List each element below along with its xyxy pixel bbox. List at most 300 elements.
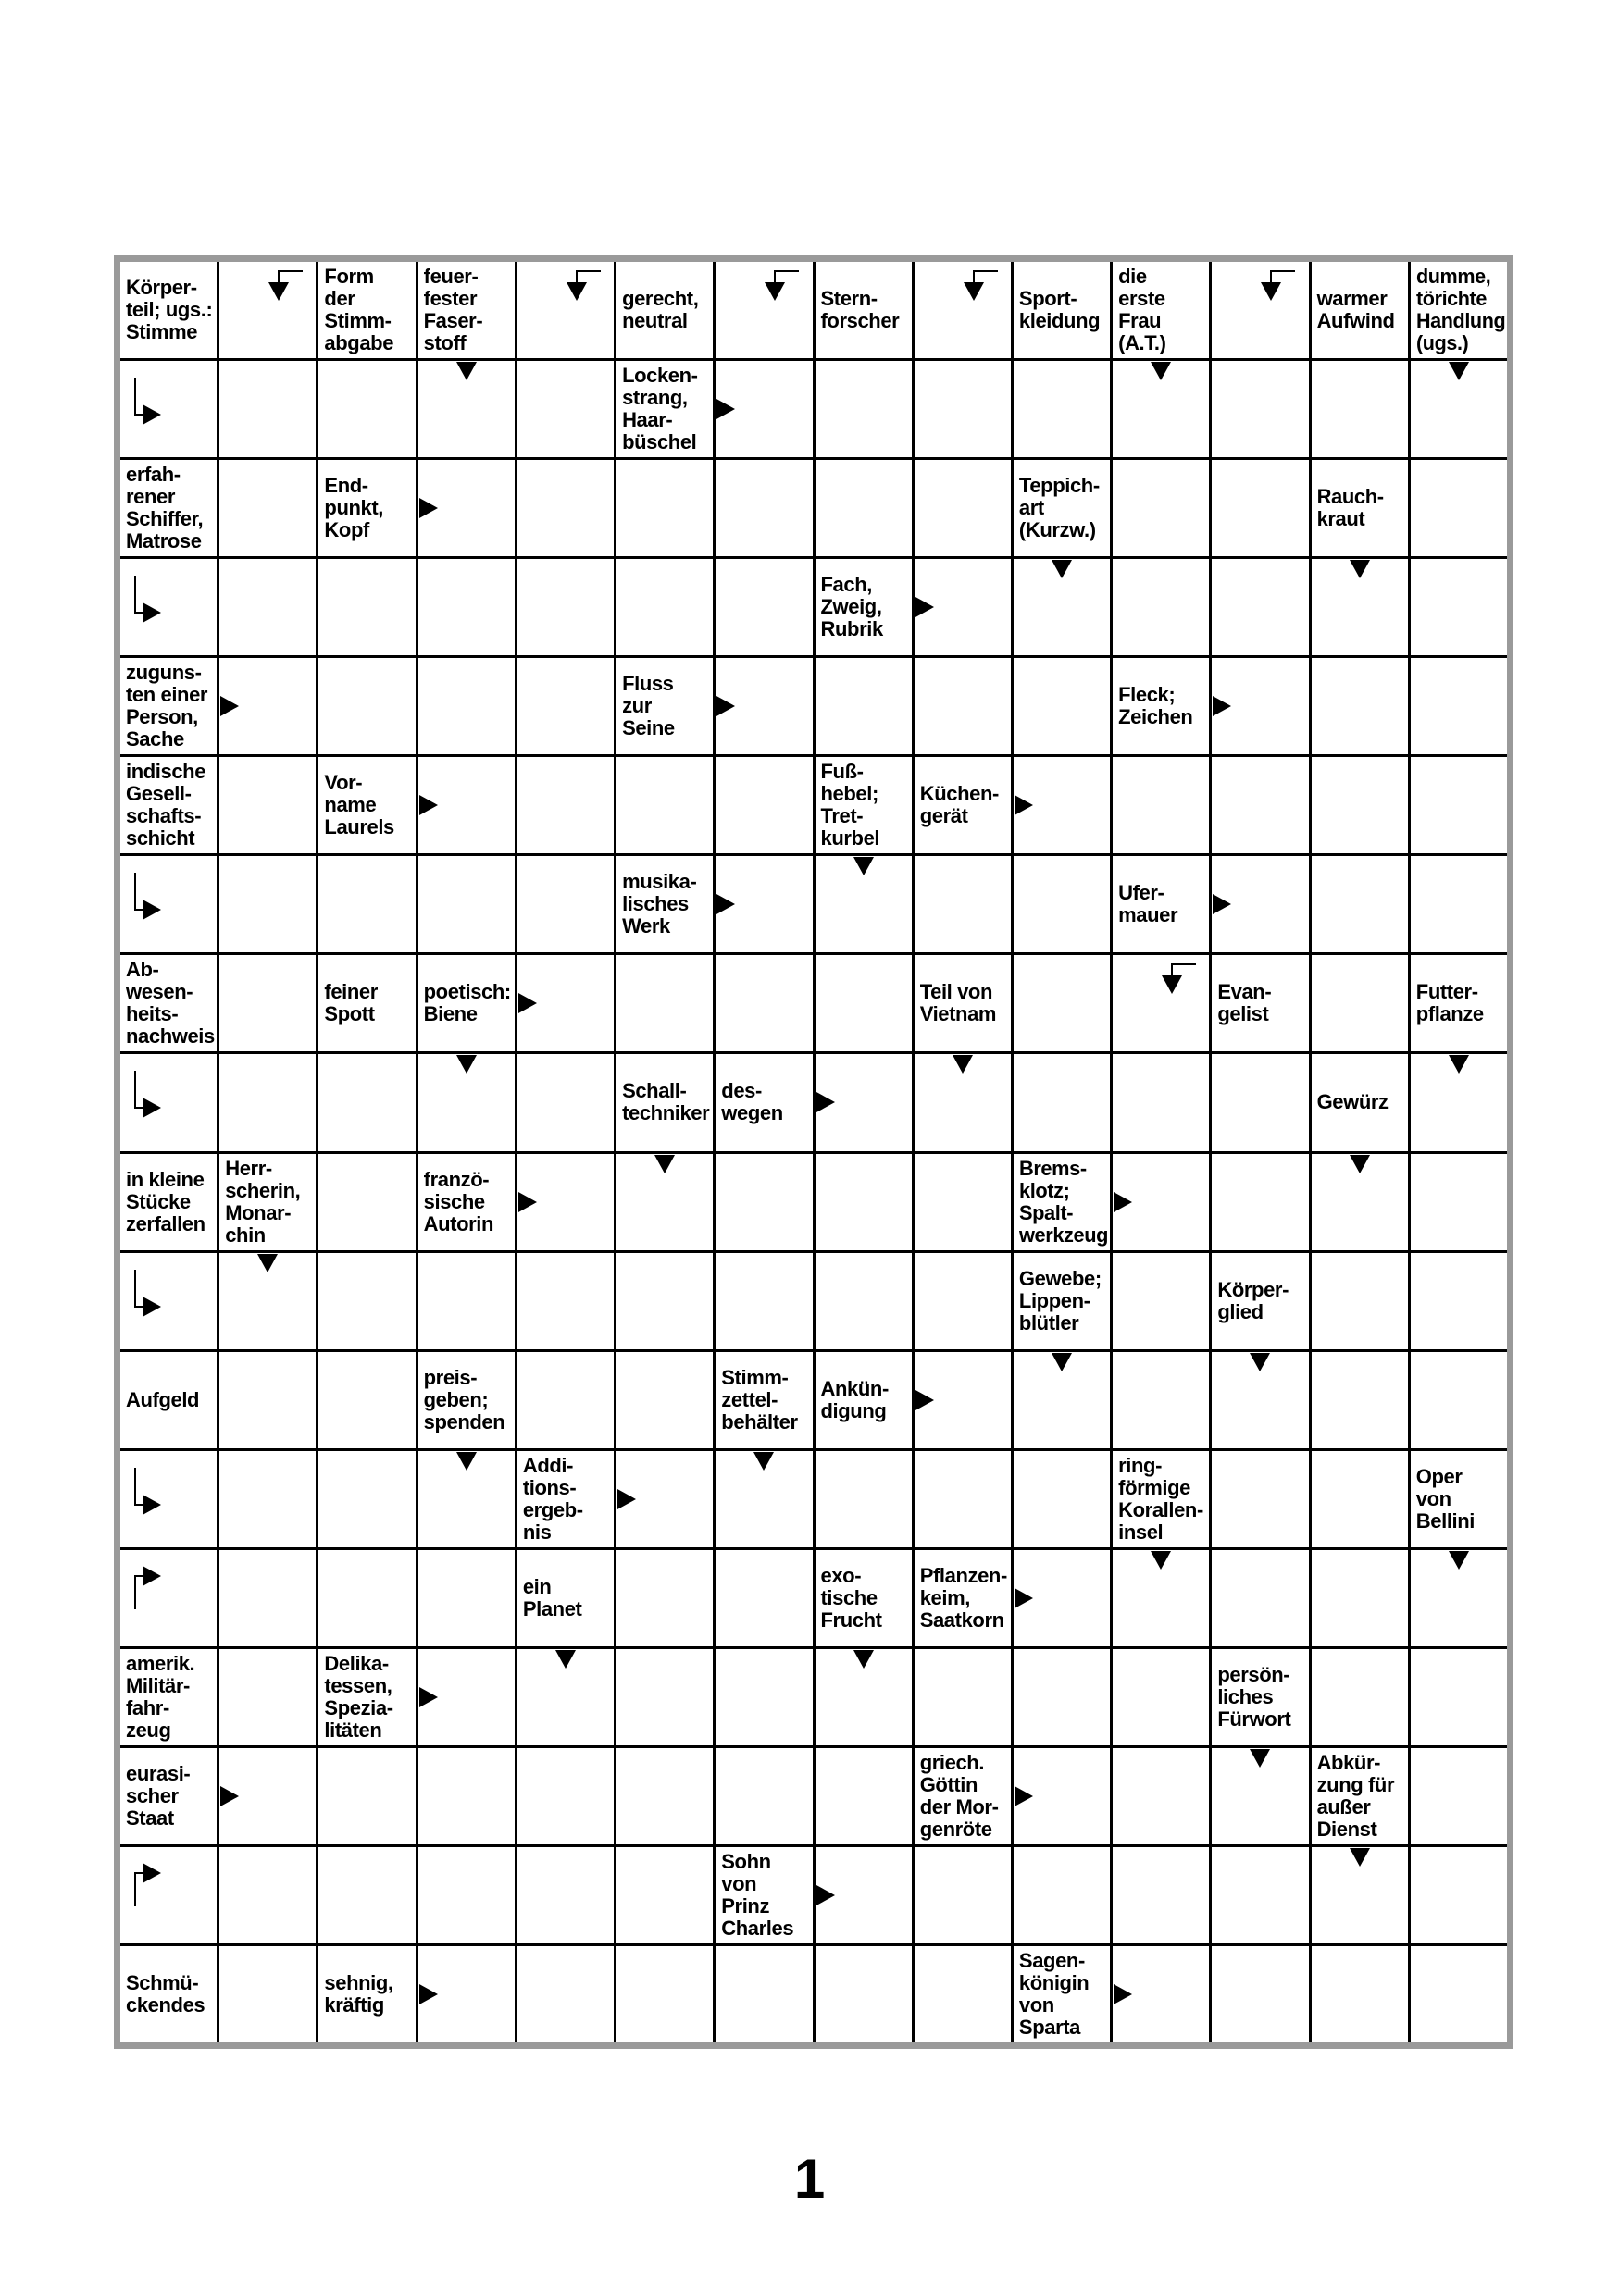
clue-text: Fluss zur Seine <box>622 672 675 740</box>
grid-cell[interactable] <box>418 559 515 655</box>
clue-cell <box>120 757 217 853</box>
grid-cell[interactable] <box>318 658 415 754</box>
grid-cell[interactable] <box>120 1253 217 1349</box>
clue-cell <box>816 757 912 853</box>
grid-cell[interactable] <box>517 1748 614 1844</box>
grid-cell[interactable] <box>1411 361 1507 457</box>
grid-cell[interactable] <box>418 1847 515 1943</box>
grid-cell[interactable] <box>318 1154 415 1250</box>
grid-cell[interactable] <box>318 559 415 655</box>
grid-cell[interactable] <box>120 856 217 952</box>
grid-cell[interactable] <box>120 1451 217 1547</box>
arrow-down-icon <box>1449 362 1469 380</box>
clue-text: Addi- tions- ergeb- nis <box>522 1453 583 1544</box>
grid-cell[interactable] <box>915 856 1011 952</box>
clue-text: ring- förmige Korallen- insel <box>1118 1453 1203 1544</box>
grid-cell[interactable] <box>915 1054 1011 1150</box>
grid-cell[interactable] <box>1212 1154 1308 1250</box>
clue-text: erfah- rener Schiffer, Matrose <box>126 463 204 553</box>
grid-cell[interactable] <box>219 955 316 1051</box>
clue-cell <box>418 955 515 1051</box>
clue-cell <box>1411 262 1507 358</box>
grid-cell[interactable] <box>1014 1748 1110 1844</box>
arrow-down-icon <box>853 857 874 875</box>
grid-cell[interactable] <box>1411 1649 1507 1745</box>
grid-cell[interactable] <box>1113 1550 1209 1646</box>
clue-cell <box>318 1649 415 1745</box>
grid-cell[interactable] <box>915 1946 1011 2042</box>
grid-cell[interactable] <box>517 1253 614 1349</box>
grid-cell[interactable] <box>517 1946 614 2042</box>
grid-cell[interactable] <box>1411 1847 1507 1943</box>
grid-cell[interactable] <box>1411 1154 1507 1250</box>
grid-cell[interactable] <box>1212 856 1308 952</box>
clue-text: dumme, törichte Handlung (ugs.) <box>1415 265 1506 355</box>
grid-cell[interactable] <box>816 1054 912 1150</box>
bent-arrow-icon <box>1239 266 1304 330</box>
grid-cell[interactable] <box>318 361 415 457</box>
grid-cell[interactable] <box>1312 1253 1408 1349</box>
clue-cell <box>1312 1054 1408 1150</box>
grid-cell[interactable] <box>1014 1451 1110 1547</box>
clue-cell <box>1014 460 1110 556</box>
grid-cell[interactable] <box>418 1253 515 1349</box>
grid-cell[interactable] <box>1312 658 1408 754</box>
grid-cell[interactable] <box>816 856 912 952</box>
clue-cell <box>120 1748 217 1844</box>
grid-cell[interactable] <box>915 658 1011 754</box>
grid-cell[interactable] <box>418 757 515 853</box>
grid-cell[interactable] <box>716 955 812 1051</box>
clue-cell <box>1014 262 1110 358</box>
grid-cell[interactable] <box>120 1550 217 1646</box>
grid-cell[interactable] <box>517 757 614 853</box>
grid-cell[interactable] <box>1014 658 1110 754</box>
grid-cell[interactable] <box>915 460 1011 556</box>
grid-cell[interactable] <box>915 1352 1011 1448</box>
grid-cell[interactable] <box>120 1054 217 1150</box>
grid-cell[interactable] <box>1312 1451 1408 1547</box>
arrow-down-icon <box>1052 560 1072 578</box>
grid-cell[interactable] <box>816 658 912 754</box>
grid-cell[interactable] <box>616 1154 713 1250</box>
grid-cell[interactable] <box>1212 1451 1308 1547</box>
arrow-right-icon <box>1015 1786 1033 1806</box>
grid-cell[interactable] <box>616 1946 713 2042</box>
grid-cell[interactable] <box>816 1946 912 2042</box>
grid-cell[interactable] <box>716 856 812 952</box>
clue-text: Stimm- zettel- behälter <box>721 1365 798 1433</box>
grid-cell[interactable] <box>616 1352 713 1448</box>
grid-cell[interactable] <box>1014 1054 1110 1150</box>
grid-cell[interactable] <box>1212 460 1308 556</box>
clue-cell <box>1212 955 1308 1051</box>
grid-cell[interactable] <box>1212 1847 1308 1943</box>
grid-cell[interactable] <box>219 1946 316 2042</box>
clue-text: gerecht, neutral <box>622 287 699 333</box>
clue-cell <box>816 1550 912 1646</box>
grid-cell[interactable] <box>1312 955 1408 1051</box>
clue-text: Fach, Zweig, Rubrik <box>820 573 883 641</box>
grid-cell[interactable] <box>1411 658 1507 754</box>
grid-cell[interactable] <box>1113 559 1209 655</box>
arrow-down-icon <box>257 1254 278 1272</box>
grid-cell[interactable] <box>716 262 812 358</box>
grid-cell[interactable] <box>517 1649 614 1745</box>
grid-cell[interactable] <box>1411 1550 1507 1646</box>
clue-cell <box>915 1748 1011 1844</box>
grid-cell[interactable] <box>716 1748 812 1844</box>
arrow-right-icon <box>816 1885 835 1905</box>
grid-cell[interactable] <box>318 1748 415 1844</box>
grid-cell[interactable] <box>517 856 614 952</box>
clue-cell <box>1212 1649 1308 1745</box>
arrow-right-icon <box>915 1390 934 1410</box>
grid-cell[interactable] <box>517 559 614 655</box>
grid-cell[interactable] <box>915 559 1011 655</box>
grid-cell[interactable] <box>816 460 912 556</box>
clue-cell <box>816 559 912 655</box>
grid-cell[interactable] <box>716 658 812 754</box>
bent-arrow-icon <box>124 1067 189 1132</box>
grid-cell[interactable] <box>1411 1946 1507 2042</box>
grid-cell[interactable] <box>616 1649 713 1745</box>
clue-text: Ab- wesen- heits- nachweis <box>126 958 215 1049</box>
grid-cell[interactable] <box>517 1054 614 1150</box>
clue-text: sehnig, kräftig <box>324 1970 393 2017</box>
grid-cell[interactable] <box>219 361 316 457</box>
grid-cell[interactable] <box>1014 1847 1110 1943</box>
arrow-right-icon <box>716 696 735 716</box>
grid-cell[interactable] <box>716 1649 812 1745</box>
arrow-down-icon <box>1250 1353 1270 1371</box>
grid-cell[interactable] <box>716 1253 812 1349</box>
bent-arrow-icon <box>124 869 189 934</box>
grid-cell[interactable] <box>1014 757 1110 853</box>
arrow-down-icon <box>1350 1155 1370 1173</box>
grid-cell[interactable] <box>120 559 217 655</box>
clue-cell <box>318 1946 415 2042</box>
grid-cell[interactable] <box>816 1748 912 1844</box>
bent-arrow-icon <box>942 266 1007 330</box>
grid-cell[interactable] <box>616 1550 713 1646</box>
grid-cell[interactable] <box>1113 955 1209 1051</box>
clue-cell <box>1411 955 1507 1051</box>
clue-cell <box>816 262 912 358</box>
clue-text: warmer Aufwind <box>1316 287 1395 333</box>
grid-cell[interactable] <box>418 361 515 457</box>
arrow-down-icon <box>1449 1551 1469 1570</box>
grid-cell[interactable] <box>816 1154 912 1250</box>
grid-cell[interactable] <box>1212 1550 1308 1646</box>
grid-cell[interactable] <box>418 460 515 556</box>
grid-cell[interactable] <box>1212 757 1308 853</box>
clue-text: poetisch: Biene <box>423 980 511 1026</box>
clue-text: des- wegen <box>721 1079 783 1125</box>
grid-cell[interactable] <box>716 460 812 556</box>
grid-cell[interactable] <box>318 1054 415 1150</box>
grid-cell[interactable] <box>816 955 912 1051</box>
clue-cell <box>816 1352 912 1448</box>
clue-cell <box>915 1550 1011 1646</box>
grid-cell[interactable] <box>816 361 912 457</box>
clue-text: persön- liches Fürwort <box>1217 1662 1291 1731</box>
clue-cell <box>616 361 713 457</box>
arrow-down-icon <box>456 1452 477 1471</box>
clue-cell <box>716 1352 812 1448</box>
bent-arrow-icon <box>545 266 610 330</box>
bent-arrow-icon <box>124 572 189 637</box>
grid-cell[interactable] <box>1312 1946 1408 2042</box>
grid-cell[interactable] <box>1411 1253 1507 1349</box>
clue-text: Teppich- art (Kurzw.) <box>1018 474 1100 542</box>
grid-cell[interactable] <box>616 1847 713 1943</box>
grid-cell[interactable] <box>219 1054 316 1150</box>
grid-cell[interactable] <box>1113 1352 1209 1448</box>
clue-text: Herr- scherin, Monar- chin <box>225 1156 301 1247</box>
grid-cell[interactable] <box>219 658 316 754</box>
clue-cell <box>318 460 415 556</box>
grid-cell[interactable] <box>318 1550 415 1646</box>
clue-cell <box>1312 262 1408 358</box>
grid-cell[interactable] <box>1113 1253 1209 1349</box>
clue-text: Küchen- gerät <box>919 782 999 828</box>
grid-cell[interactable] <box>1014 1550 1110 1646</box>
arrow-down-icon <box>456 362 477 380</box>
clue-cell <box>418 1352 515 1448</box>
grid-cell[interactable] <box>219 1451 316 1547</box>
page-number: 1 <box>793 2148 826 2210</box>
grid-cell[interactable] <box>1212 1946 1308 2042</box>
grid-cell[interactable] <box>616 1253 713 1349</box>
clue-text: Gewebe; Lippen- blütler <box>1018 1266 1102 1334</box>
grid-cell[interactable] <box>1113 757 1209 853</box>
grid-cell[interactable] <box>1312 856 1408 952</box>
clue-cell <box>716 1054 812 1150</box>
grid-cell[interactable] <box>616 1451 713 1547</box>
grid-cell[interactable] <box>219 1253 316 1349</box>
grid-cell[interactable] <box>517 1847 614 1943</box>
bent-arrow-icon <box>1140 959 1205 1024</box>
arrow-right-icon <box>716 399 735 419</box>
grid-cell[interactable] <box>318 1847 415 1943</box>
grid-cell[interactable] <box>318 1451 415 1547</box>
clue-text: Ankün- digung <box>820 1376 889 1422</box>
grid-cell[interactable] <box>616 955 713 1051</box>
grid-cell[interactable] <box>915 1154 1011 1250</box>
grid-cell[interactable] <box>1312 559 1408 655</box>
clue-text: Abkür- zung für außer Dienst <box>1316 1750 1395 1841</box>
arrow-down-icon <box>555 1650 576 1669</box>
grid-cell[interactable] <box>716 1154 812 1250</box>
grid-cell[interactable] <box>517 658 614 754</box>
grid-cell[interactable] <box>1312 1847 1408 1943</box>
grid-cell[interactable] <box>1411 460 1507 556</box>
grid-cell[interactable] <box>1113 1847 1209 1943</box>
grid-cell[interactable] <box>219 757 316 853</box>
clue-text: feuer- fester Faser- stoff <box>423 265 483 355</box>
grid-cell[interactable] <box>418 1748 515 1844</box>
grid-cell[interactable] <box>517 460 614 556</box>
grid-cell[interactable] <box>915 262 1011 358</box>
arrow-down-icon <box>1151 362 1171 380</box>
grid-cell[interactable] <box>1212 559 1308 655</box>
clue-cell <box>616 856 713 952</box>
grid-cell[interactable] <box>915 361 1011 457</box>
grid-cell[interactable] <box>1411 559 1507 655</box>
clue-cell <box>915 955 1011 1051</box>
bent-arrow-icon <box>247 266 312 330</box>
grid-cell[interactable] <box>716 1946 812 2042</box>
grid-cell[interactable] <box>418 1451 515 1547</box>
grid-cell[interactable] <box>1312 757 1408 853</box>
grid-cell[interactable] <box>219 856 316 952</box>
grid-cell[interactable] <box>716 757 812 853</box>
grid-cell[interactable] <box>120 1847 217 1943</box>
grid-cell[interactable] <box>816 1847 912 1943</box>
grid-cell[interactable] <box>1312 1550 1408 1646</box>
clue-text: Körper- glied <box>1217 1277 1289 1323</box>
clue-cell <box>1113 658 1209 754</box>
grid-cell[interactable] <box>517 955 614 1051</box>
grid-cell[interactable] <box>716 1451 812 1547</box>
clue-text: Körper- teil; ugs.: Stimme <box>126 276 213 344</box>
clue-text: Stern- forscher <box>820 287 900 333</box>
grid-cell[interactable] <box>219 262 316 358</box>
grid-cell[interactable] <box>816 1451 912 1547</box>
grid-cell[interactable] <box>616 460 713 556</box>
grid-cell[interactable] <box>1113 1946 1209 2042</box>
grid-cell[interactable] <box>1014 856 1110 952</box>
clue-text: griech. Göttin der Mor- genröte <box>919 1750 999 1841</box>
clue-text: Form der Stimm- abgabe <box>324 265 394 355</box>
grid-cell[interactable] <box>318 1352 415 1448</box>
grid-cell[interactable] <box>418 856 515 952</box>
clue-cell <box>120 262 217 358</box>
grid-cell[interactable] <box>1212 1352 1308 1448</box>
grid-cell[interactable] <box>517 1154 614 1250</box>
arrow-right-icon <box>915 597 934 617</box>
clue-cell <box>1212 1253 1308 1349</box>
grid-cell[interactable] <box>219 1352 316 1448</box>
grid-cell[interactable] <box>716 1550 812 1646</box>
grid-cell[interactable] <box>517 262 614 358</box>
grid-cell[interactable] <box>418 1054 515 1150</box>
arrow-right-icon <box>419 795 438 815</box>
grid-cell[interactable] <box>915 1451 1011 1547</box>
grid-cell[interactable] <box>219 1748 316 1844</box>
grid-cell[interactable] <box>1113 361 1209 457</box>
arrow-down-icon <box>1449 1055 1469 1074</box>
grid-cell[interactable] <box>1113 460 1209 556</box>
arrow-down-icon <box>1052 1353 1072 1371</box>
grid-cell[interactable] <box>1312 361 1408 457</box>
grid-cell[interactable] <box>915 1253 1011 1349</box>
clue-cell <box>120 955 217 1051</box>
grid-cell[interactable] <box>219 460 316 556</box>
grid-cell[interactable] <box>915 1847 1011 1943</box>
clue-cell <box>716 1847 812 1943</box>
grid-cell[interactable] <box>1212 658 1308 754</box>
clue-text: Locken- strang, Haar- büschel <box>622 364 698 454</box>
grid-cell[interactable] <box>1113 1748 1209 1844</box>
grid-cell[interactable] <box>616 559 713 655</box>
grid-cell[interactable] <box>616 757 713 853</box>
grid-cell[interactable] <box>1212 262 1308 358</box>
grid-cell[interactable] <box>1014 559 1110 655</box>
grid-cell[interactable] <box>1411 1748 1507 1844</box>
clue-text: franzö- sische Autorin <box>423 1167 494 1235</box>
grid-cell[interactable] <box>1411 1352 1507 1448</box>
grid-cell[interactable] <box>716 559 812 655</box>
grid-cell[interactable] <box>517 1352 614 1448</box>
grid-cell[interactable] <box>1312 1649 1408 1745</box>
bent-arrow-icon <box>124 1845 189 1910</box>
grid-cell[interactable] <box>915 1649 1011 1745</box>
grid-cell[interactable] <box>1411 1054 1507 1150</box>
clue-text: zuguns- ten einer Person, Sache <box>126 661 208 751</box>
grid-cell[interactable] <box>219 1550 316 1646</box>
clue-text: Fleck; Zeichen <box>1118 683 1193 729</box>
grid-cell[interactable] <box>1113 1054 1209 1150</box>
grid-cell[interactable] <box>1014 1649 1110 1745</box>
arrow-down-icon <box>1250 1749 1270 1768</box>
grid-cell[interactable] <box>1312 1352 1408 1448</box>
grid-cell[interactable] <box>1411 856 1507 952</box>
grid-cell[interactable] <box>1212 1748 1308 1844</box>
grid-cell[interactable] <box>219 1847 316 1943</box>
clue-cell <box>318 262 415 358</box>
clue-cell <box>1014 1154 1110 1250</box>
grid-cell[interactable] <box>318 1253 415 1349</box>
grid-cell[interactable] <box>716 361 812 457</box>
grid-cell[interactable] <box>1014 1352 1110 1448</box>
clue-text: Schmü- ckendes <box>126 1970 205 2017</box>
grid-cell[interactable] <box>1312 1154 1408 1250</box>
clue-cell <box>1411 1451 1507 1547</box>
clue-text: Brems- klotz; Spalt- werkzeug <box>1018 1156 1109 1247</box>
grid-cell[interactable] <box>1113 1154 1209 1250</box>
grid-cell[interactable] <box>219 1649 316 1745</box>
arrow-right-icon <box>617 1489 636 1509</box>
grid-cell[interactable] <box>418 1550 515 1646</box>
clue-text: Gewürz <box>1316 1090 1389 1114</box>
grid-cell[interactable] <box>318 856 415 952</box>
clue-cell <box>1312 1748 1408 1844</box>
grid-cell[interactable] <box>1113 1649 1209 1745</box>
grid-cell[interactable] <box>816 1649 912 1745</box>
grid-cell[interactable] <box>1411 757 1507 853</box>
clue-cell <box>120 1946 217 2042</box>
grid-cell[interactable] <box>816 1253 912 1349</box>
grid-cell[interactable] <box>219 559 316 655</box>
arrow-right-icon <box>220 696 239 716</box>
grid-cell[interactable] <box>1014 955 1110 1051</box>
grid-cell[interactable] <box>418 1946 515 2042</box>
grid-cell[interactable] <box>1014 361 1110 457</box>
arrow-down-icon <box>1151 1551 1171 1570</box>
grid-cell[interactable] <box>616 1748 713 1844</box>
grid-cell[interactable] <box>517 361 614 457</box>
arrow-down-icon <box>953 1055 973 1074</box>
clue-cell <box>120 460 217 556</box>
grid-cell[interactable] <box>418 658 515 754</box>
grid-cell[interactable] <box>120 361 217 457</box>
grid-cell[interactable] <box>418 1649 515 1745</box>
grid-cell[interactable] <box>1212 1054 1308 1150</box>
clue-cell <box>219 1154 316 1250</box>
grid-cell[interactable] <box>1212 361 1308 457</box>
